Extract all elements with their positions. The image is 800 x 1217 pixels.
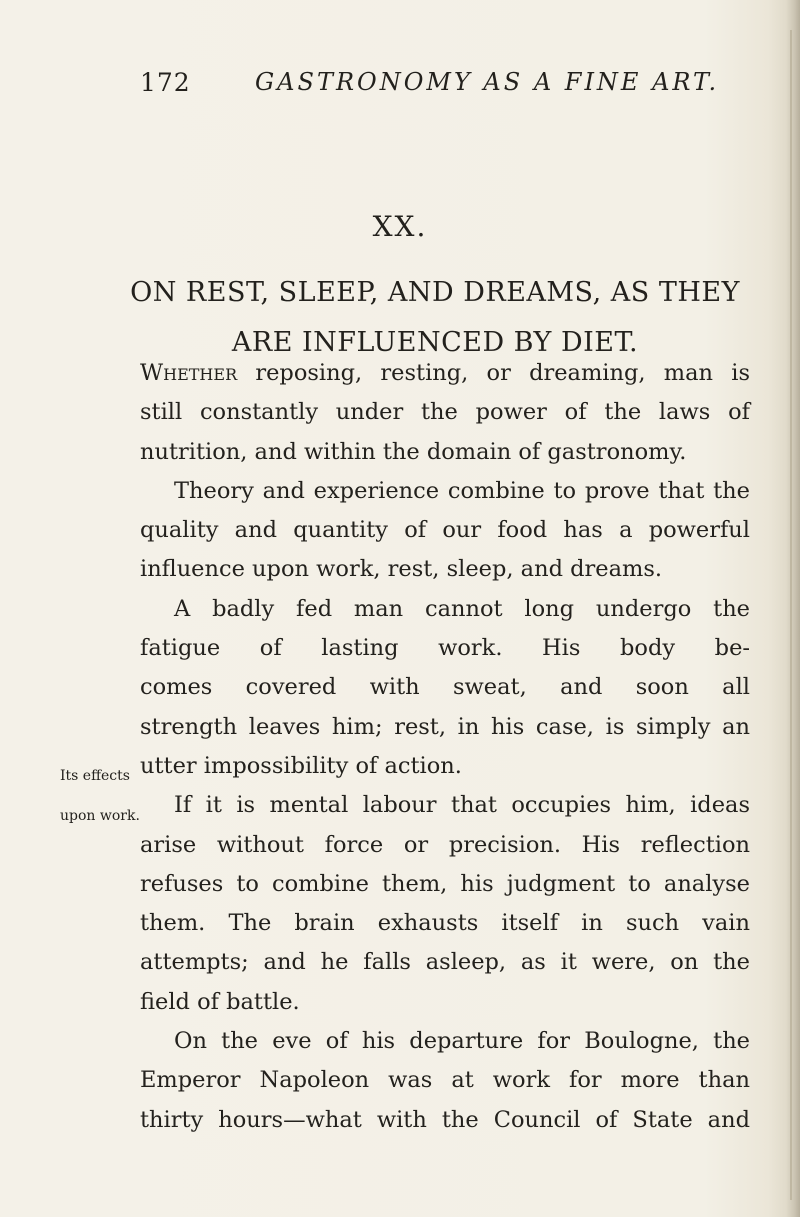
chapter-title-line: ARE INFLUENCED BY DIET. — [231, 327, 639, 358]
running-title: GASTRONOMY AS A FINE ART. — [255, 68, 720, 96]
chapter-number: XX. — [372, 210, 428, 243]
text-line: nutrition, and within the domain of gastronomy. — [140, 438, 687, 465]
text-line: quality and quantity of our food has a powerful — [140, 517, 750, 544]
marginal-note-line: upon work. — [60, 808, 140, 824]
text-line: A badly fed man cannot long undergo the — [174, 595, 750, 622]
body-text — [140, 354, 750, 1140]
text-line-rest: reposing, resting, or dreaming, man is — [237, 360, 750, 386]
text-line: field of battle. — [140, 988, 300, 1015]
text-line: comes covered with sweat, and soon all — [140, 674, 750, 701]
text-line: thirty hours—what with the Council of State and — [140, 1106, 750, 1133]
page-edge-shadow — [786, 0, 800, 1217]
text-line: Theory and experience combine to prove that the — [174, 477, 750, 504]
opening-word: Whether — [140, 360, 238, 386]
marginal-note-line: Its effects — [60, 768, 130, 784]
text-line: Emperor Napoleon was at work for more than — [140, 1067, 750, 1094]
text-line: arise without force or precision. His reflection — [140, 831, 750, 858]
chapter-title-line: ON REST, SLEEP, AND DREAMS, AS THEY — [130, 277, 740, 308]
text-line: strength leaves him; rest, in his case, is simply an — [140, 713, 750, 740]
page-number: 172 — [140, 68, 191, 97]
text-line: If it is mental labour that occupies him, ideas — [174, 792, 750, 819]
text-line — [140, 354, 750, 393]
text-line: influence upon work, rest, sleep, and dreams. — [140, 556, 663, 583]
text-line: them. The brain exhausts itself in such vain — [140, 910, 750, 937]
text-line: still constantly under the power of the laws of — [140, 399, 750, 426]
text-line: On the eve of his departure for Boulogne, the — [174, 1028, 750, 1055]
text-line: utter impossibility of action. — [140, 752, 462, 779]
text-line: fatigue of lasting work. His body be- — [140, 635, 750, 662]
page-edge-line — [790, 30, 792, 1200]
text-line: refuses to combine them, his judgment to analyse — [140, 870, 750, 897]
text-line: attempts; and he falls asleep, as it were, on the — [140, 949, 750, 976]
running-head — [140, 68, 740, 100]
chapter-title — [125, 268, 745, 368]
